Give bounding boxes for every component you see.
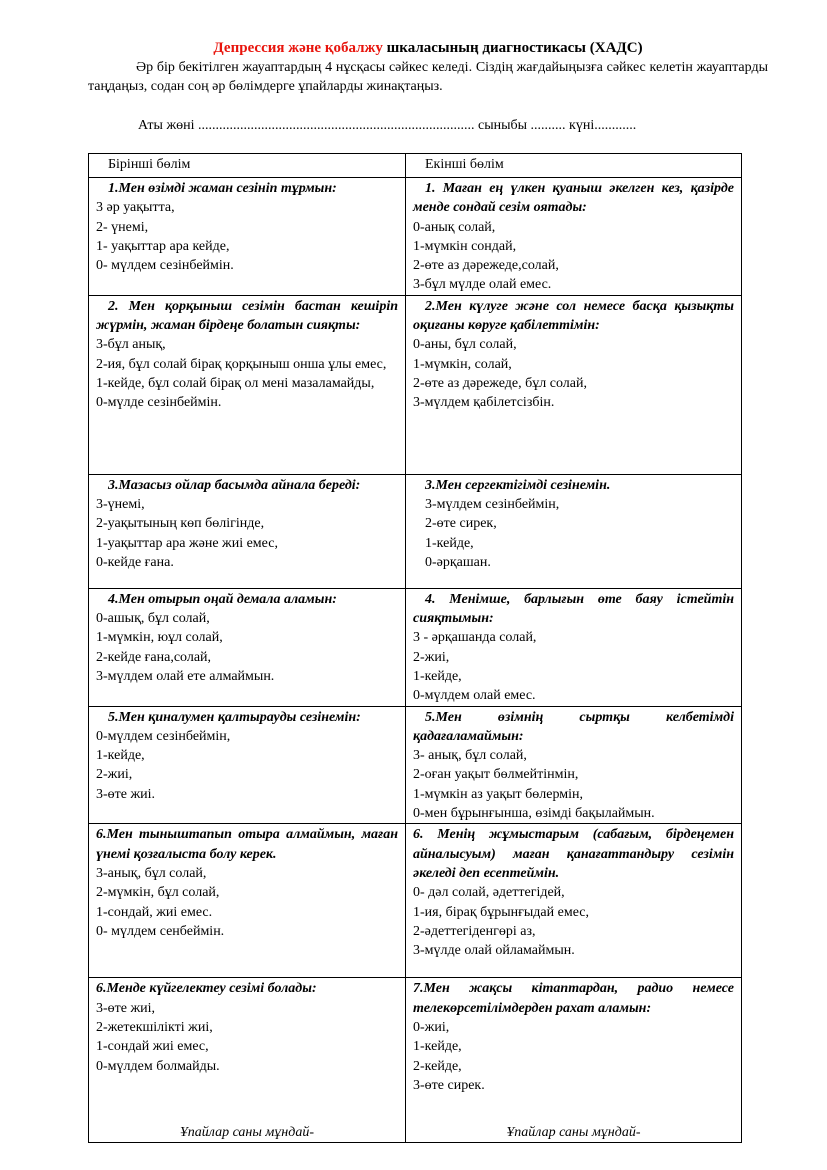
intro-paragraph: Әр бір бекітілген жауаптардың 4 нұсқасы сәйкес келеді. Сіздің жағдайыңызға сәйкес келетін жауаптарды таңдаңыз, содан соң әр бөлімдерге ұпайларды жинақтаңыз. [88,60,768,94]
option: 0-әрқашан. [425,554,491,570]
option: 2-оған уақыт бөлмейтінмін, [413,767,579,783]
cell-depression-2 [406,295,742,474]
option: 2-кейде ғана,солай, [96,649,212,665]
cell-depression-7 [406,978,742,1143]
option: 1-мүмкін аз уақыт бөлермін, [413,786,584,802]
cell-depression-4 [406,588,742,706]
option: 0- мүлдем сезінбеймін. [96,258,234,274]
option: 1-кейде, [425,535,474,551]
option: 3-мүлдем қабілетсізбін. [413,395,555,411]
option: 0-жиі, [413,1019,450,1035]
option: 2-мүмкін, бұл солай, [96,885,220,901]
option: 0-мүлдем болмайды. [96,1058,220,1074]
question: 2.Мен күлуге және сол немесе басқа қызықты оқиғаны көруге қабілеттімін: [413,298,734,334]
question: 1.Мен өзімді жаман сезініп тұрмын: [108,181,337,196]
option: 2-өте сирек, [425,516,497,532]
option: 2-жиі, [413,649,450,665]
cell-anxiety-2 [89,295,406,474]
option: 3-өте сирек. [413,1077,485,1093]
option: 1-ия, бірақ бұрынғыдай емес, [413,904,589,920]
option: 3-мүлде олай ойламаймын. [413,943,575,959]
question: 6.Менде күйгелектеу сезімі болады: [96,981,317,997]
option: 2-өте аз дәрежеде,солай, [413,258,559,274]
cell-depression-6 [406,824,742,978]
table-row [89,295,742,474]
name-class-date-line: Аты жөні ............................................................................... сыныбы .......... күні............ [138,118,637,133]
question: 1. Маған ең үлкен қуаныш әкелген кез, қазірде менде сондай сезім оятады: [413,181,734,216]
option: 3 әр уақытта, [96,200,175,216]
option: 0-ашық, бұл солай, [96,611,210,627]
cell-depression-1 [406,178,742,296]
option: 0-мүлдем сезінбеймін, [96,728,231,744]
option: 3-өте жиі. [96,786,156,802]
option: 2-әдеттегіденгөрі аз, [413,923,536,939]
option: 1-уақыттар ара және жиі емес, [96,535,278,551]
table-row [89,706,742,824]
cell-anxiety-6 [89,824,406,978]
option: 3-бұл мүлде олай емес. [413,277,552,293]
question: 7.Мен жақсы кітаптардан, радио немесе телекөрсетілімдерден рахат аламын: [413,981,734,1016]
option: 1-кейде, бұл солай бірақ ол мені мазаламайды, [96,375,375,391]
question: 6.Мен тыныштапып отыра алмаймын, маған үнемі қозғалыста болу керек. [96,827,398,862]
option: 3-бұл анық, [96,337,166,353]
cell-depression-3 [406,474,742,588]
option: 0-анық солай, [413,219,496,235]
question: 5.Мен өзімнің сыртқы келбетімді қадағаламаймын: [413,709,734,744]
table-row [89,978,742,1143]
header-part-1: Бірінші бөлім [89,154,406,178]
cell-depression-5 [406,706,742,824]
option: 3-өте жиі, [96,1000,156,1016]
cell-anxiety-3 [89,474,406,588]
option: 3-мүлдем сезінбеймін, [425,497,560,513]
option: 3-мүлдем олай ете алмаймын. [96,668,275,684]
option: 2-уақытының көп бөлігінде, [96,516,265,532]
option: 1-сондай, жиі емес. [96,904,213,920]
option: 1-мүмкін сондай, [413,238,517,254]
question: 3.Мазасыз ойлар басымда айнала береді: [108,477,361,493]
option: 0-мүлде сезінбеймін. [96,395,222,411]
cell-anxiety-4 [89,588,406,706]
question: 3.Мен сергектігімді сезінемін. [425,477,611,493]
option: 3-үнемі, [96,497,145,513]
option: 3-анық, бұл солай, [96,865,207,881]
option: 0-мүлдем олай емес. [413,688,536,704]
cell-anxiety-7 [89,978,406,1143]
option: 0-аны, бұл солай, [413,337,517,353]
table-row [89,178,742,296]
cell-anxiety-5 [89,706,406,824]
table-row [89,824,742,978]
option: 2-жетекшілікті жиі, [96,1019,213,1035]
score-total-depression: Ұпайлар саны мұндай- [506,1125,641,1141]
option: 1- уақыттар ара кейде, [96,238,230,254]
table-row [89,588,742,706]
score-total-anxiety: Ұпайлар саны мұндай- [180,1124,314,1140]
question: 6. Менің жұмыстарым (сабағым, бірдеңемен айналысуым) маған қанағаттандыру сезімін әкеледі деп есептеймін. [413,827,734,881]
option: 0-кейде ғана. [96,554,174,570]
table-header-row [89,154,742,178]
option: 0-мен бұрынғынша, өзімді бақылаймын. [413,806,655,822]
option: 1-кейде, [96,748,145,764]
question: 5.Мен қиналумен қалтырауды сезінемін: [108,709,361,725]
option: 0- мүлдем сенбеймін. [96,923,225,939]
title-rest: шкаласының диагностикасы (ХАДС) [382,40,643,56]
page-title [88,39,768,58]
hads-table [88,153,742,1143]
option: 2- үнемі, [96,219,149,235]
question: 4.Мен отырып оңай демала аламын: [108,591,337,607]
cell-anxiety-1 [89,178,406,296]
question: 2. Мен қорқыныш сезімін бастан кешіріп жүрмін, жаман бірдеңе болатын сияқты: [96,298,398,334]
option: 1-мүмкін, солай, [413,356,512,372]
option: 1-кейде, [413,668,462,684]
option: 1-сондай жиі емес, [96,1039,209,1055]
option: 1-мүмкін, юұл солай, [96,630,223,646]
title-red-part: Депрессия және қобалжу [213,40,383,56]
question: 4. Менімше, барлығын өте баяу істейтін сияқтымын: [413,591,734,627]
option: 2-өте аз дәрежеде, бұл солай, [413,375,587,391]
option: 2-кейде, [413,1058,462,1074]
option: 3 - әрқашанда солай, [413,630,537,646]
option: 0- дәл солай, әдеттегідей, [413,885,565,901]
header-part-2: Екінші бөлім [406,154,742,178]
option: 1-кейде, [413,1039,462,1055]
option: 2-жиі, [96,767,133,783]
table-row [89,474,742,588]
option: 2-ия, бұл солай бірақ қорқыныш онша ұлы емес, [96,356,387,372]
option: 3- анық, бұл солай, [413,748,527,764]
